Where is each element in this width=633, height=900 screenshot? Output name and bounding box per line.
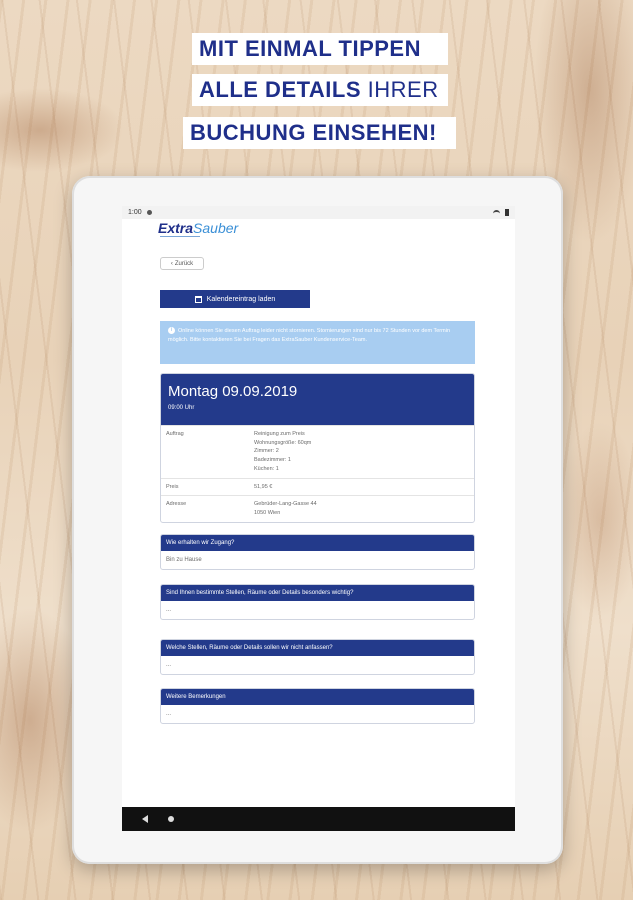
detail-key: Auftrag bbox=[166, 431, 184, 437]
app-screen bbox=[122, 206, 515, 831]
booking-date: Montag 09.09.2019 bbox=[168, 383, 298, 400]
headline-line-1: MIT EINMAL TIPPEN bbox=[192, 33, 448, 65]
detail-value bbox=[254, 483, 469, 492]
question-answer: ... bbox=[166, 662, 172, 668]
headline-line-3: BUCHUNG EINSEHEN! bbox=[183, 117, 456, 149]
logo-extra: Extra bbox=[158, 220, 194, 236]
logo-underline bbox=[160, 236, 200, 239]
detail-value bbox=[254, 500, 469, 517]
detail-line: Badezimmer: 1 bbox=[254, 457, 291, 464]
detail-row-address bbox=[161, 495, 474, 521]
detail-key: Adresse bbox=[166, 501, 187, 508]
android-nav-bar bbox=[122, 807, 515, 831]
nav-home-icon[interactable] bbox=[168, 816, 174, 822]
detail-line: Gebrüder-Lang-Gasse 44 bbox=[254, 501, 317, 508]
booking-time: 09:00 Uhr bbox=[168, 405, 195, 411]
detail-key: Preis bbox=[166, 483, 179, 490]
question-answer: Bin zu Hause bbox=[166, 557, 202, 563]
wifi-icon bbox=[493, 210, 500, 215]
status-time: 1:00 bbox=[128, 209, 142, 216]
info-icon: i bbox=[168, 327, 175, 334]
calendar-button-label: Kalendereintrag laden bbox=[206, 295, 276, 303]
question-title: Welche Stellen, Räume oder Details sollen wir nicht anfassen? bbox=[161, 640, 474, 656]
detail-line: 51,95 € bbox=[254, 483, 273, 490]
detail-line: Küchen: 1 bbox=[254, 465, 279, 472]
question-title: Wie erhalten wir Zugang? bbox=[161, 535, 474, 551]
booking-card bbox=[160, 373, 475, 523]
booking-header bbox=[161, 374, 474, 425]
tablet-frame bbox=[72, 176, 563, 864]
question-answer: ... bbox=[166, 607, 172, 613]
calendar-button[interactable] bbox=[160, 290, 310, 308]
back-button[interactable] bbox=[160, 257, 204, 270]
info-text: Online können Sie diesen Auftrag leider nicht stornieren. Stornierungen sind nur bis 72 Stunden vor dem Termin möglich. Bitte kontaktieren Sie bei Fragen das ExtraSauber Kundenservice-Team. bbox=[168, 328, 451, 343]
detail-row-order bbox=[161, 425, 474, 478]
detail-line: Zimmer: 2 bbox=[254, 448, 279, 455]
question-answer: ... bbox=[166, 711, 172, 717]
settings-icon bbox=[147, 210, 152, 215]
chevron-left-icon: ‹ bbox=[170, 260, 173, 267]
logo bbox=[158, 220, 238, 236]
logo-sauber: Sauber bbox=[193, 220, 239, 236]
detail-value bbox=[254, 430, 469, 474]
info-alert bbox=[160, 321, 475, 364]
detail-line: Wohnungsgröße: 60qm bbox=[254, 439, 312, 446]
question-title: Weitere Bemerkungen bbox=[161, 689, 474, 705]
headline-line-2-light: IHRER bbox=[361, 77, 439, 102]
nav-back-icon[interactable] bbox=[142, 815, 148, 823]
status-bar bbox=[122, 206, 515, 219]
back-button-label: Zurück bbox=[174, 260, 194, 267]
battery-icon bbox=[505, 209, 509, 216]
headline-line-2 bbox=[192, 74, 448, 106]
question-card-important bbox=[160, 584, 475, 620]
detail-line: Reinigung zum Preis bbox=[254, 431, 305, 437]
detail-line: 1050 Wien bbox=[254, 509, 281, 516]
question-card-remarks bbox=[160, 688, 475, 724]
question-card-do-not-touch bbox=[160, 639, 475, 675]
question-title: Sind Ihnen bestimmte Stellen, Räume oder Details besonders wichtig? bbox=[161, 585, 474, 601]
question-card-access bbox=[160, 534, 475, 570]
calendar-icon bbox=[195, 296, 202, 303]
detail-row-price bbox=[161, 478, 474, 496]
headline-line-2-bold: ALLE DETAILS bbox=[199, 77, 362, 102]
